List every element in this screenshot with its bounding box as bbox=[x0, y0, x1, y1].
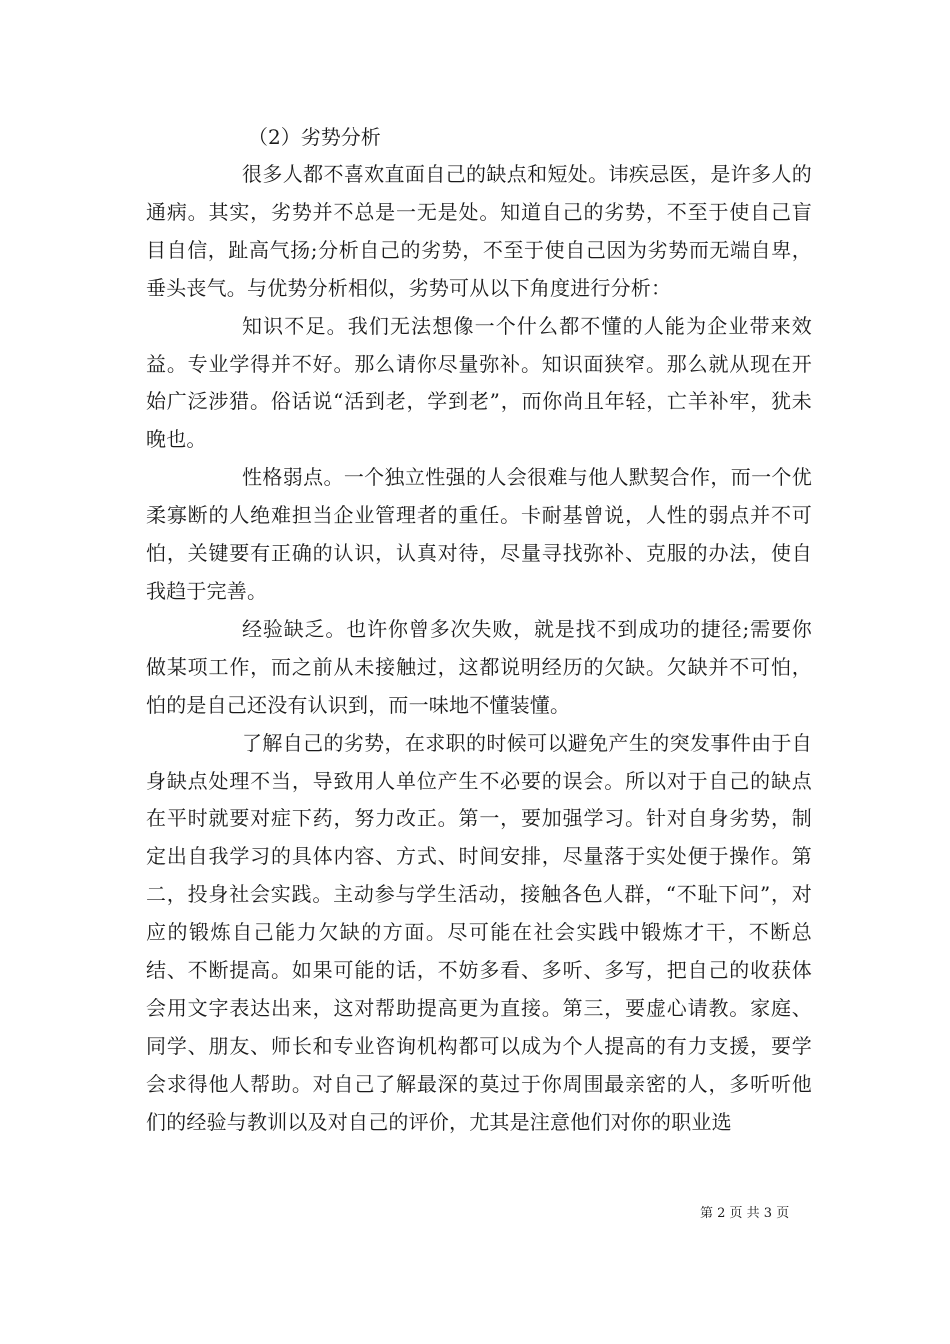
page-number-footer: 第 2 页 共 3 页 bbox=[700, 1206, 790, 1221]
paragraph-personality: 性格弱点。一个独立性强的人会很难与他人默契合作，而一个优柔寡断的人绝难担当企业管理者的重任。卡耐基曾说，人性的弱点并不可怕，关键要有正确的认识，认真对待，尽量寻找弥补、克服的办法，使自我趋于完善。 bbox=[146, 465, 812, 603]
paragraph-improvement: 了解自己的劣势，在求职的时候可以避免产生的突发事件由于自身缺点处理不当，导致用人单位产生不必要的误会。所以对于自己的缺点在平时就要对症下药，努力改正。第一，要加强学习。针对自身劣势，制定出自我学习的具体内容、方式、时间安排，尽量落于实处便于操作。第二，投身社会实践。主动参与学生活动，接触各色人群，“不耻下问”，对应的锻炼自己能力欠缺的方面。尽可能在社会实践中锻炼才干，不断总结、不断提高。如果可能的话，不妨多看、多听、多写，把自己的收获体会用文字表达出来，这对帮助提高更为直接。第三，要虚心请教。家庭、同学、朋友、师长和专业咨询机构都可以成为个人提高的有力支援，要学会求得他人帮助。对自己了解最深的莫过于你周围最亲密的人，多听听他们的经验与教训以及对自己的评价，尤其是注意他们对你的职业选 bbox=[146, 730, 812, 1134]
document-body bbox=[146, 118, 812, 1142]
paragraph-knowledge: 知识不足。我们无法想像一个什么都不懂的人能为企业带来效益。专业学得并不好。那么请你尽量弥补。知识面狭窄。那么就从现在开始广泛涉猎。俗话说“活到老，学到老”，而你尚且年轻，亡羊补牢，犹未晚也。 bbox=[146, 313, 812, 452]
paragraph-experience: 经验缺乏。也许你曾多次失败，就是找不到成功的捷径;需要你做某项工作，而之前从未接触过，这都说明经历的欠缺。欠缺并不可怕，怕的是自己还没有认识到，而一味地不懂装懂。 bbox=[146, 616, 812, 717]
section-heading: （2）劣势分析 bbox=[248, 125, 381, 149]
paragraph-intro: 很多人都不喜欢直面自己的缺点和短处。讳疾忌医，是许多人的通病。其实，劣势并不总是一无是处。知道自己的劣势，不至于使自己盲目自信，趾高气扬;分析自己的劣势，不至于使自己因为劣势而无端自卑，垂头丧气。与优势分析相似，劣势可从以下角度进行分析： bbox=[146, 162, 812, 300]
